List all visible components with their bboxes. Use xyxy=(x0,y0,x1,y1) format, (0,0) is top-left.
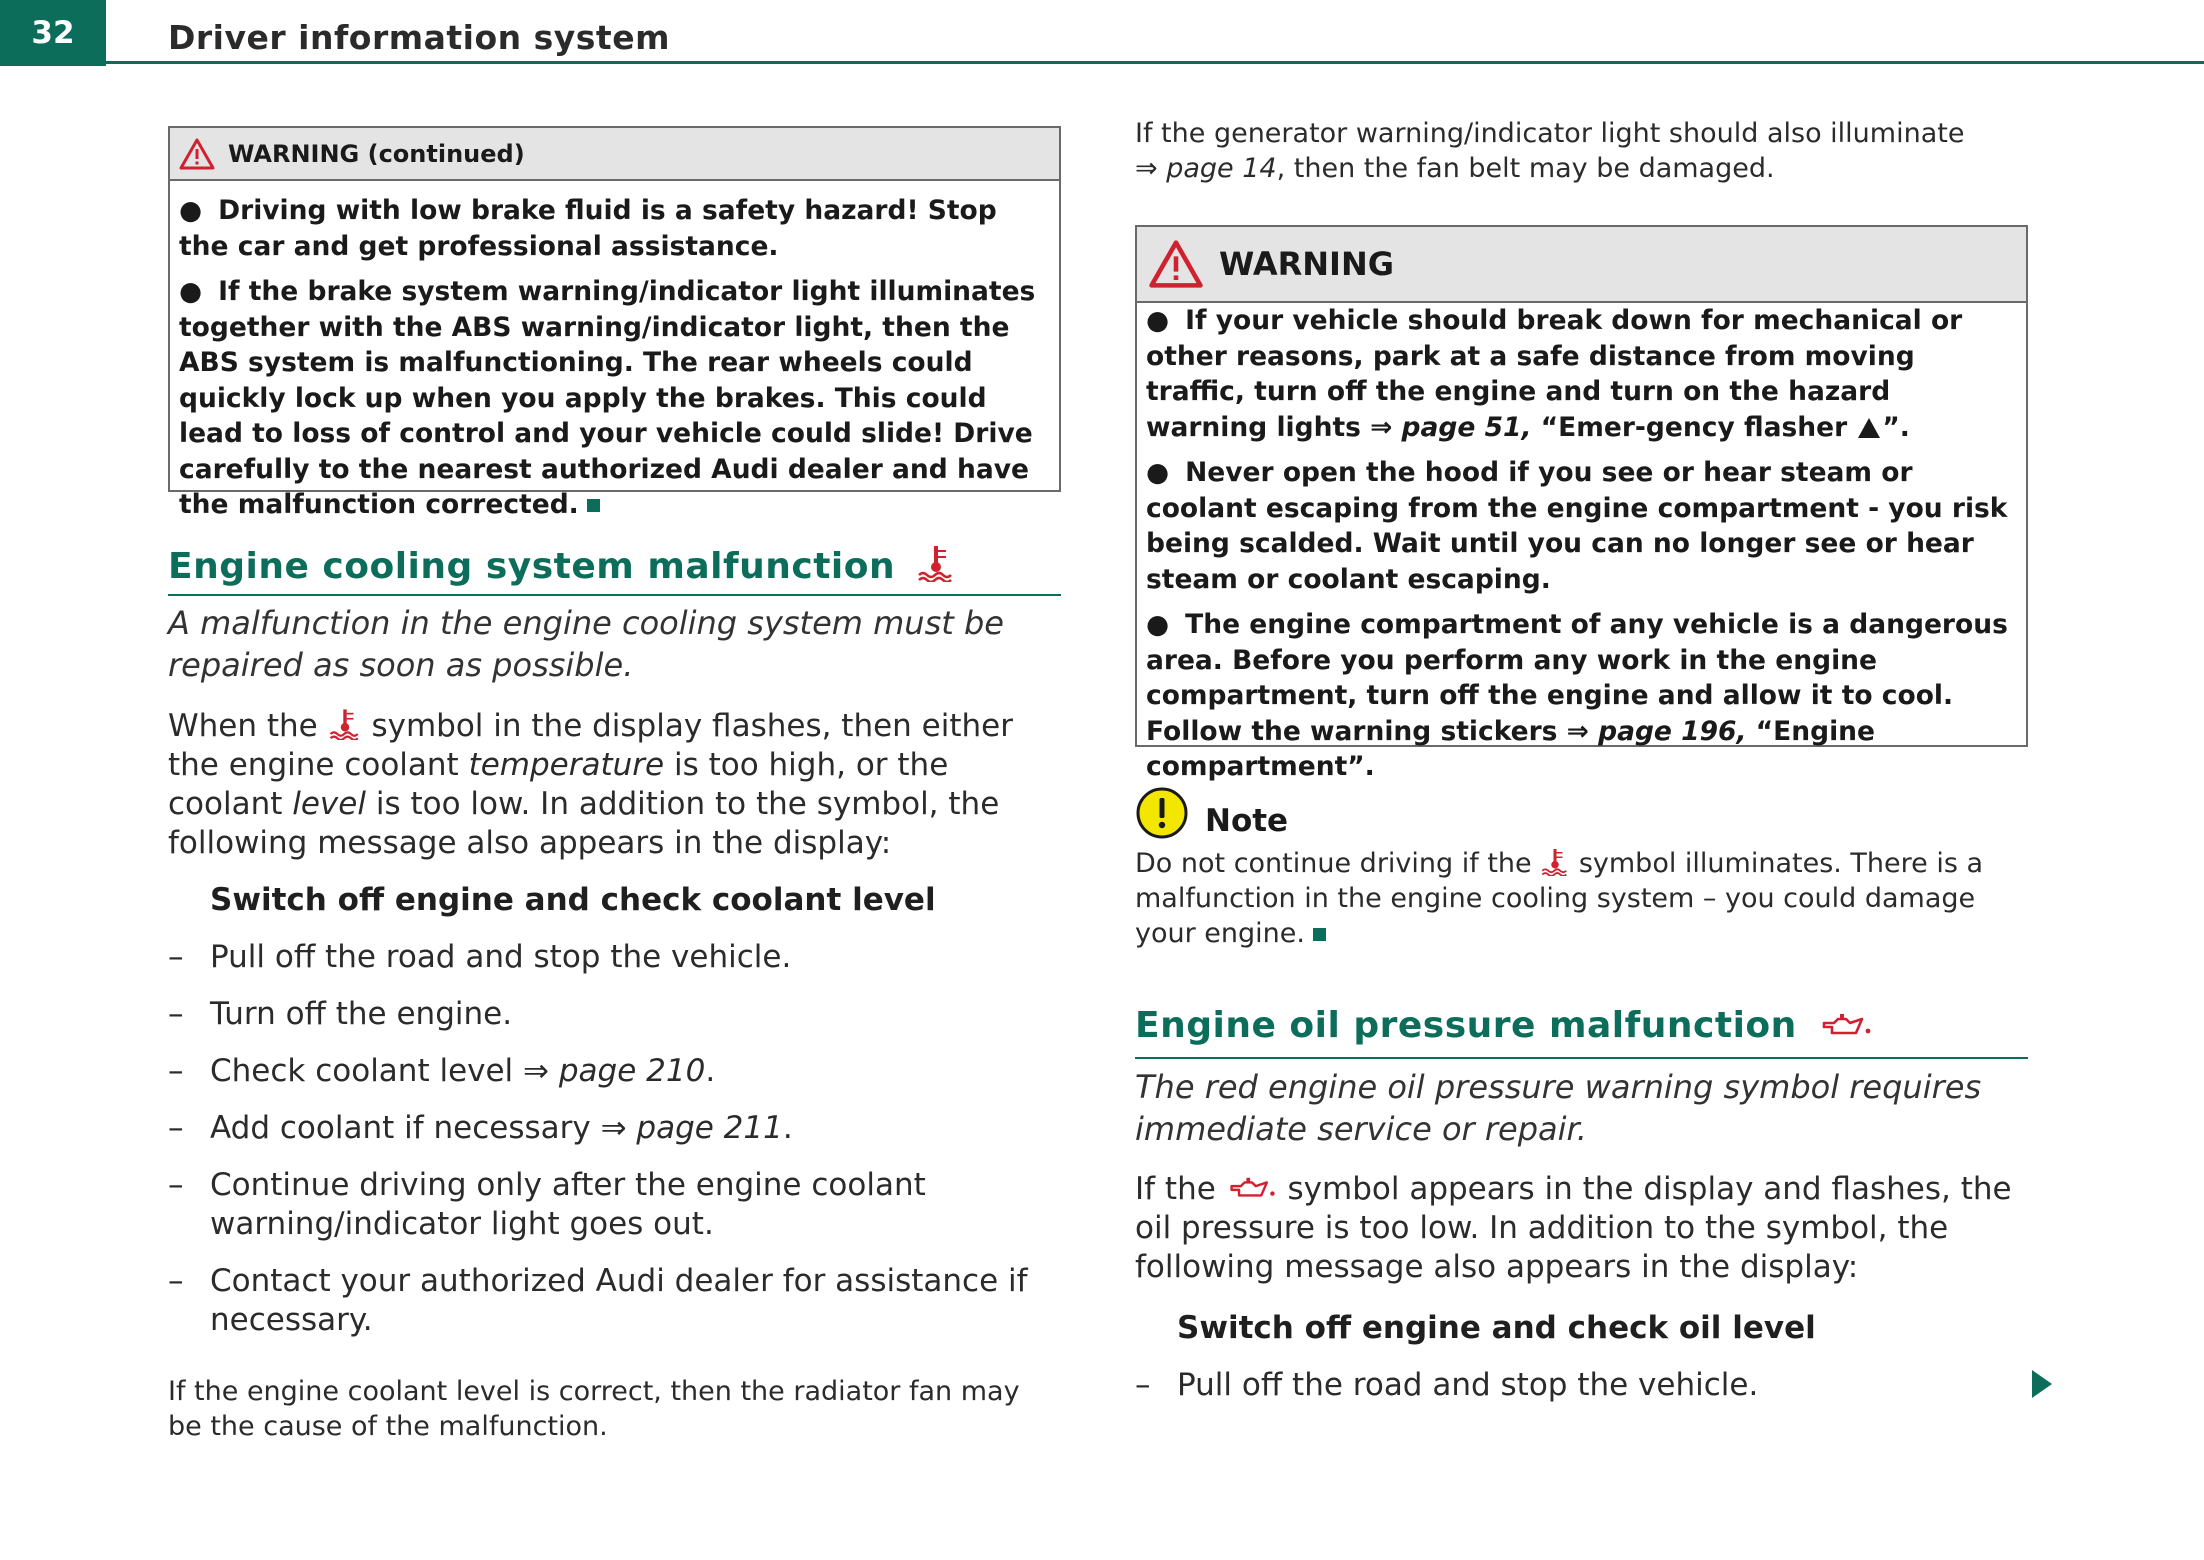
warning-box-header xyxy=(1137,227,2026,303)
warning-title: WARNING xyxy=(1219,245,1394,283)
warning-triangle-icon xyxy=(178,137,216,171)
warning-box-continued xyxy=(168,126,1061,520)
page-reference[interactable]: page 14 xyxy=(1166,153,1277,184)
warning-triangle-icon xyxy=(1147,238,1205,290)
warning-item: ● Driving with low brake fluid is a safety hazard! Stop the car and get professional assistance. xyxy=(179,195,997,262)
running-title: Driver information system xyxy=(168,18,670,57)
end-marker xyxy=(587,499,600,512)
display-message-coolant: Switch off engine and check coolant level xyxy=(210,882,936,918)
warning-body xyxy=(170,181,1059,533)
page-reference[interactable]: page 211 xyxy=(636,1110,783,1146)
warning-body xyxy=(1137,303,2026,795)
section-lead-cooling: A malfunction in the engine cooling system must be repaired as soon as possible. xyxy=(168,604,1004,684)
oil-can-icon xyxy=(1818,1009,1874,1041)
page-reference[interactable]: page 210 xyxy=(558,1053,706,1089)
hazard-triangle-icon xyxy=(1856,416,1882,440)
note-exclamation-icon xyxy=(1135,786,1189,840)
page-reference[interactable]: page 51, xyxy=(1401,411,1532,443)
section-title-oil: Engine oil pressure malfunction xyxy=(1135,1005,2028,1059)
cooling-steps xyxy=(168,938,1061,1358)
coolant-temperature-icon xyxy=(1540,846,1570,876)
header-rule xyxy=(106,61,2204,64)
list-item: – Pull off the road and stop the vehicle. xyxy=(1135,1366,2028,1405)
list-item: – Turn off the engine. xyxy=(168,995,1061,1034)
generator-intro: If the generator warning/indicator light should also illuminate ⇒ page 14, then the fan belt may be damaged. xyxy=(1135,118,1965,184)
oil-paragraph: If the symbol appears in the display and flashes, the oil pressure is too low. In addition to the symbol, the following message also appears in the display: xyxy=(1135,1171,2012,1285)
warning-item: ● Never open the hood if you see or hear steam or coolant escaping from the engine compartment - you risk being scalded. Wait until you can no longer see or hear steam or coolant escaping. xyxy=(1146,457,2008,595)
list-item: – Add coolant if necessary ⇒ page 211. xyxy=(168,1109,1061,1148)
warning-box xyxy=(1135,225,2028,782)
page-header xyxy=(0,0,2204,66)
list-item: – Check coolant level ⇒ page 210. xyxy=(168,1052,1061,1091)
cooling-paragraph: When the symbol in the display flashes, then either the engine coolant temperature is too high, or the coolant level is too low. In addition to the symbol, the following message also appears in the display: xyxy=(168,708,1013,861)
list-item: – Pull off the road and stop the vehicle. xyxy=(168,938,1061,977)
note-header xyxy=(1135,786,1288,840)
note-title: Note xyxy=(1205,803,1289,839)
warning-item: ● If your vehicle should break down for mechanical or other reasons, park at a safe distance from moving traffic, turn off the engine and turn on the hazard warning lights ⇒ page 51, “Emer-gency flasher ”. xyxy=(1146,305,1963,443)
note-text: Do not continue driving if the symbol illuminates. There is a malfunction in the engine cooling system – you could damage your engine. xyxy=(1135,848,1984,949)
oil-can-icon xyxy=(1226,1173,1278,1203)
continue-arrow-icon xyxy=(2032,1370,2052,1398)
page-reference[interactable]: page 196, xyxy=(1598,715,1747,747)
page-number: 32 xyxy=(0,0,106,66)
coolant-temperature-icon xyxy=(916,542,956,582)
list-item: – Continue driving only after the engine coolant warning/indicator light goes out. xyxy=(168,1166,1061,1244)
warning-title: WARNING (continued) xyxy=(228,139,525,168)
coolant-temperature-icon xyxy=(328,706,362,740)
cooling-footnote: If the engine coolant level is correct, then the radiator fan may be the cause of the malfunction. xyxy=(168,1376,1020,1442)
section-lead-oil: The red engine oil pressure warning symbol requires immediate service or repair. xyxy=(1135,1068,1982,1148)
oil-steps xyxy=(1135,1366,2028,1423)
warning-box-header xyxy=(170,128,1059,181)
end-marker xyxy=(1313,928,1326,941)
list-item: – Contact your authorized Audi dealer for assistance if necessary. xyxy=(168,1262,1061,1340)
display-message-oil: Switch off engine and check oil level xyxy=(1177,1310,1816,1346)
warning-item: ● The engine compartment of any vehicle is a dangerous area. Before you perform any work in the engine compartment, turn off the engine and allow it to cool. Follow the warning stickers ⇒ page 196, “Engine compartment”. xyxy=(1146,609,2008,782)
warning-item: ● If the brake system warning/indicator light illuminates together with the ABS warning/indicator light, then the ABS system is malfunctioning. The rear wheels could quickly lock up when you apply the brakes. This could lead to loss of control and your vehicle could slide! Drive carefully to the nearest authorized Audi dealer and have the malfunction corrected. xyxy=(179,276,1036,520)
section-title-cooling: Engine cooling system malfunction xyxy=(168,542,1061,596)
